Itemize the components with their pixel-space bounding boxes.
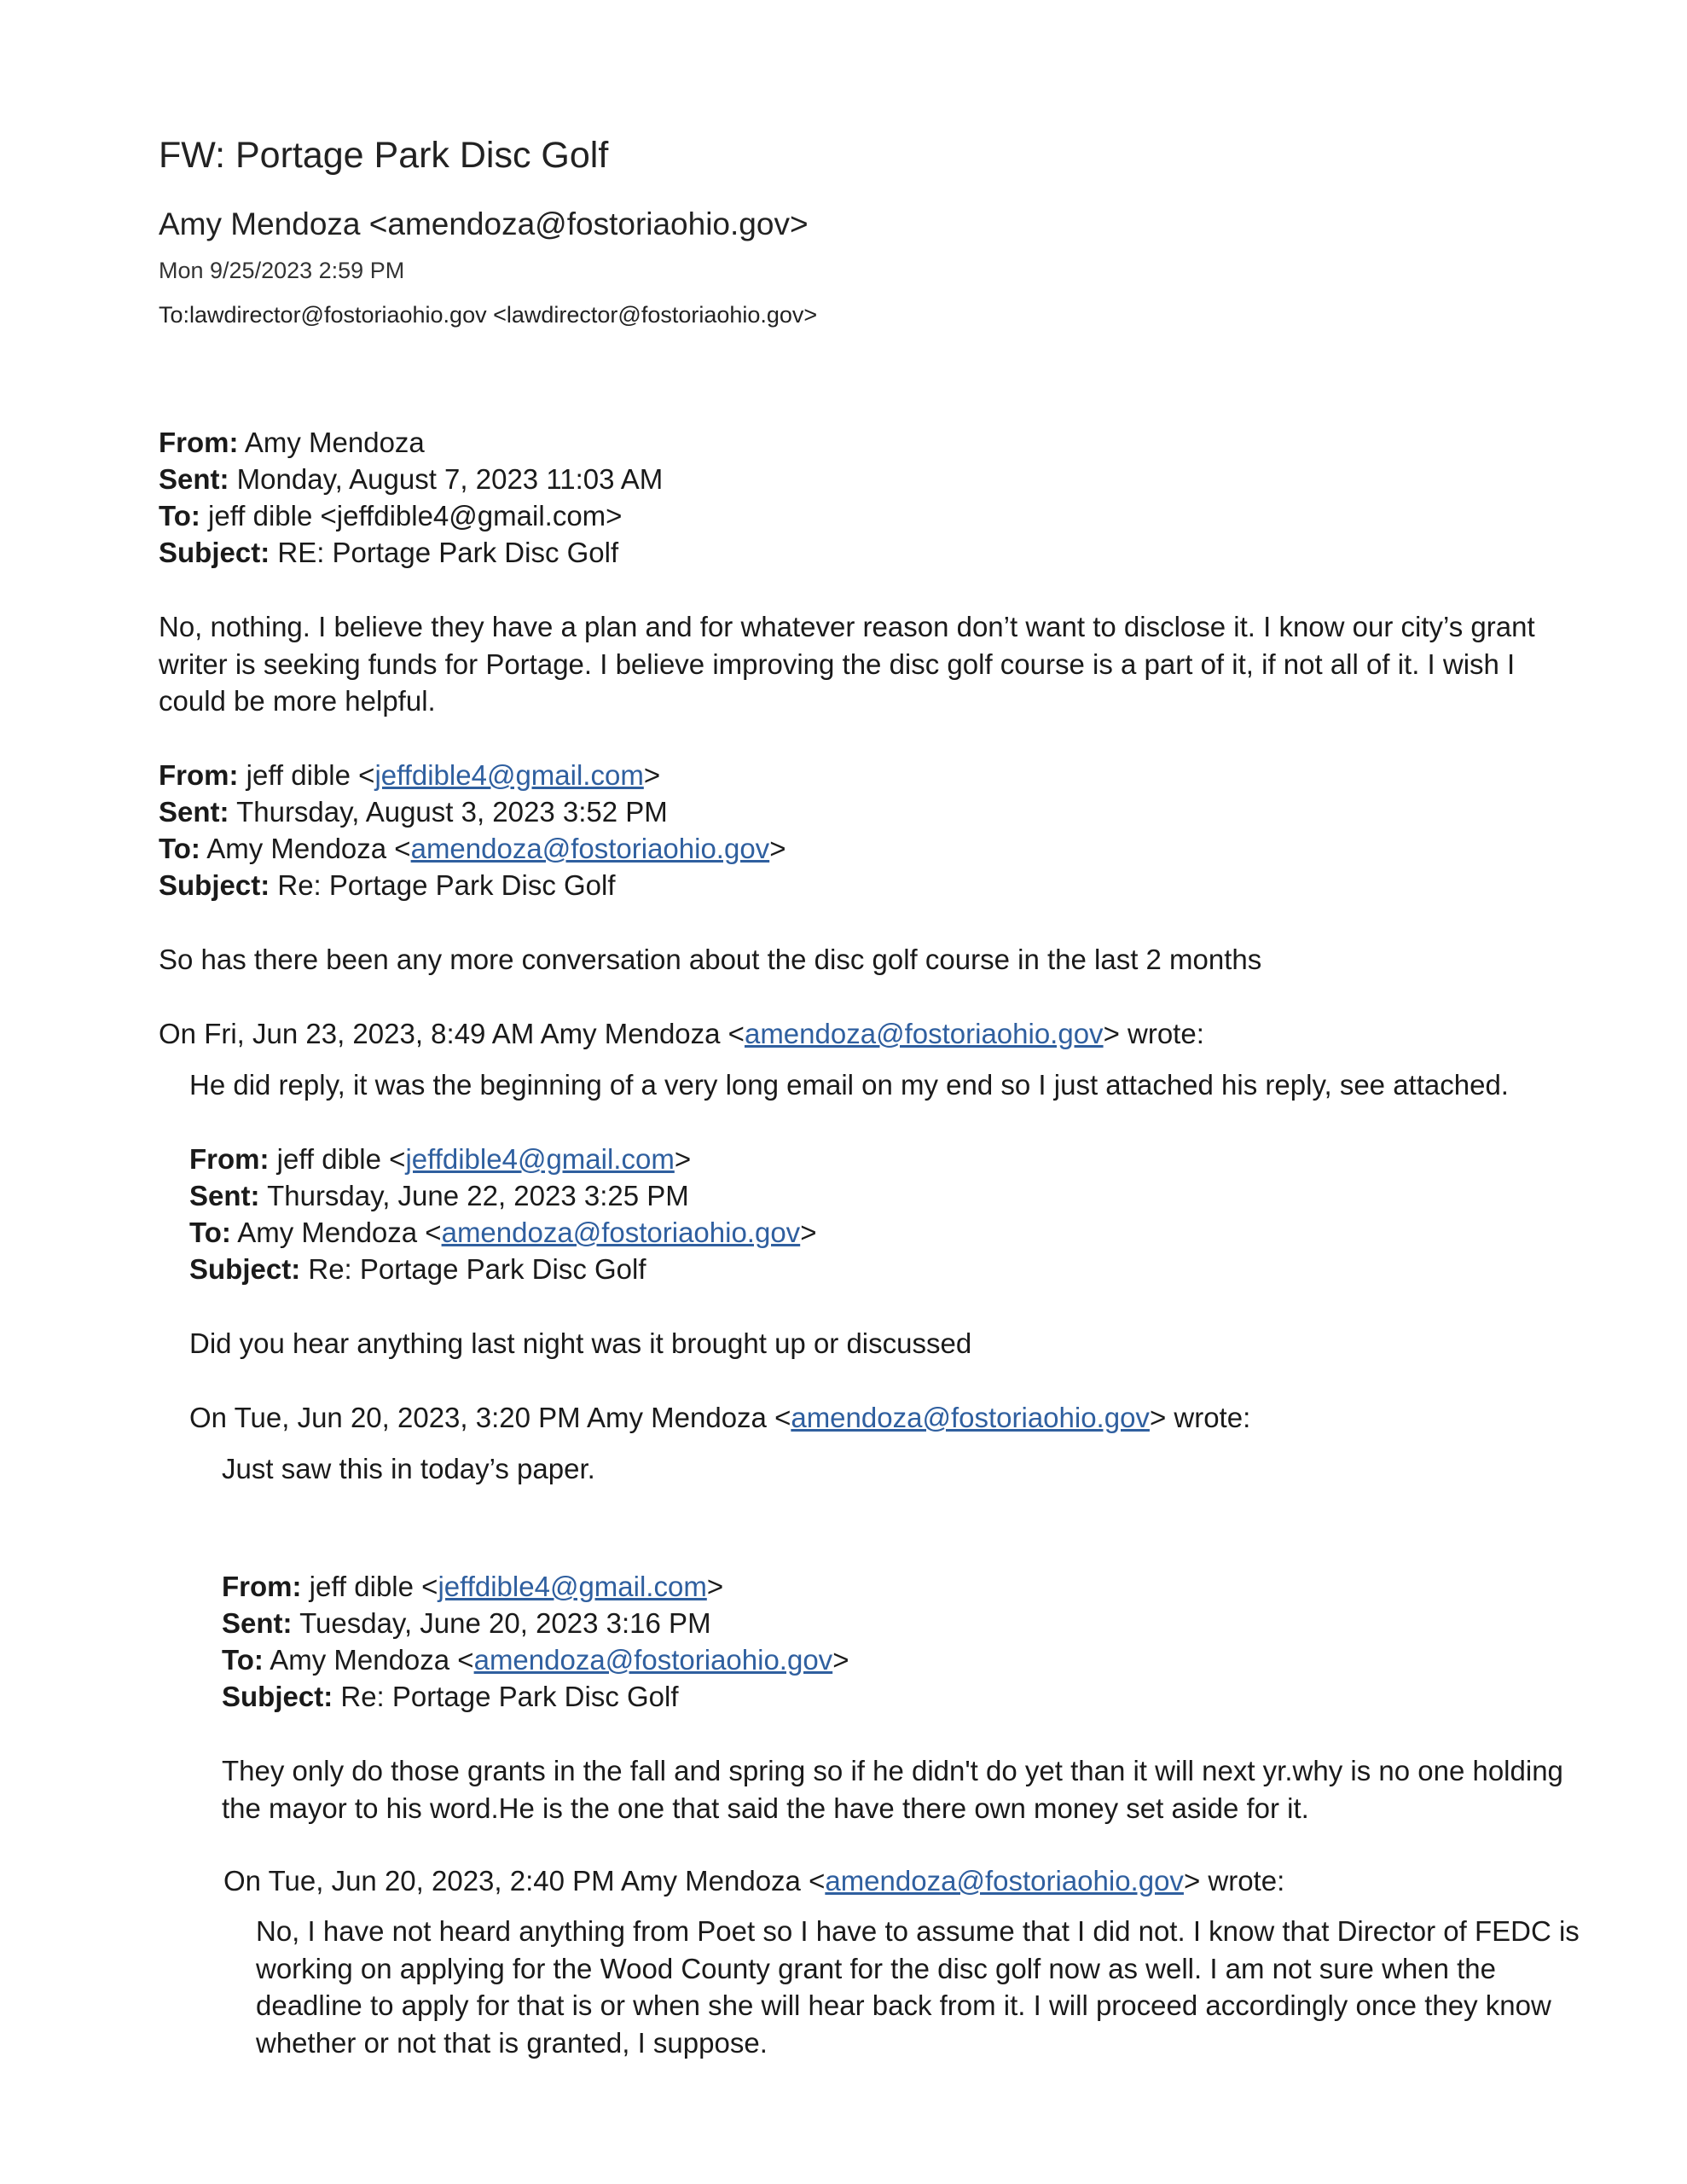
sent-value: Tuesday, June 20, 2023 3:16 PM <box>299 1607 711 1639</box>
body-line: whether or not that is granted, I suppose. <box>256 2026 768 2059</box>
from-name: jeff dible < <box>309 1571 438 1602</box>
close-bracket: > <box>706 1571 724 1602</box>
email-subject-title: FW: Portage Park Disc Golf <box>159 135 609 176</box>
quote-email-link[interactable]: amendoza@fostoriaohio.gov <box>744 1018 1104 1049</box>
to-row <box>189 1214 816 1251</box>
from-label: From: <box>222 1571 302 1602</box>
from-label: From: <box>159 427 239 458</box>
quote-email-link[interactable]: amendoza@fostoriaohio.gov <box>825 1865 1184 1896</box>
quote-attribution-3 <box>223 1862 1284 1899</box>
quote-suffix: > wrote: <box>1149 1402 1251 1433</box>
message-body-3 <box>189 1325 971 1362</box>
from-row <box>222 1568 849 1605</box>
quote-attribution-1 <box>159 1015 1204 1052</box>
close-bracket: > <box>800 1217 817 1248</box>
quote-suffix: > wrote: <box>1183 1865 1285 1896</box>
body-line: No, I have not heard anything from Poet so I have to assume that I did not. I know that Director of FEDC is <box>256 1915 1580 1947</box>
to-label: To: <box>159 500 200 531</box>
subject-row <box>222 1678 849 1715</box>
to-row <box>159 497 663 534</box>
close-bracket: > <box>832 1644 849 1676</box>
quote-prefix: On Tue, Jun 20, 2023, 3:20 PM Amy Mendoza < <box>189 1402 791 1433</box>
to-row <box>222 1641 849 1678</box>
sent-label: Sent: <box>189 1180 260 1211</box>
subject-row <box>189 1251 816 1287</box>
message-header-2 <box>159 757 786 903</box>
body-line: writer is seeking funds for Portage. I believe improving the disc golf course is a part of it, if not all of it. I wish I <box>159 648 1516 680</box>
subject-label: Subject: <box>159 869 270 901</box>
subject-value: Re: Portage Park Disc Golf <box>340 1681 679 1712</box>
from-value: Amy Mendoza <box>244 427 425 458</box>
from-email-link[interactable]: jeffdible4@gmail.com <box>374 759 644 791</box>
sent-value: Thursday, August 3, 2023 3:52 PM <box>236 796 668 828</box>
close-bracket: > <box>643 759 661 791</box>
quote-prefix: On Fri, Jun 23, 2023, 8:49 AM Amy Mendoza < <box>159 1018 745 1049</box>
from-name: jeff dible < <box>276 1143 406 1175</box>
subject-row <box>159 867 786 903</box>
sent-row <box>222 1605 849 1641</box>
to-value: jeff dible <jeffdible4@gmail.com> <box>208 500 623 531</box>
to-label: To: <box>222 1644 264 1676</box>
quote-prefix: On Tue, Jun 20, 2023, 2:40 PM Amy Mendoza < <box>223 1865 826 1896</box>
sent-label: Sent: <box>222 1607 293 1639</box>
close-bracket: > <box>769 833 786 864</box>
message-body-2 <box>159 941 1261 979</box>
subject-label: Subject: <box>222 1681 333 1712</box>
email-sender: Amy Mendoza <amendoza@fostoriaohio.gov> <box>159 206 809 241</box>
to-email-link[interactable]: amendoza@fostoriaohio.gov <box>473 1644 833 1676</box>
from-label: From: <box>159 759 239 791</box>
body-line: He did reply, it was the beginning of a very long email on my end so I just attached his reply, see attached. <box>189 1069 1509 1101</box>
body-line: working on applying for the Wood County grant for the disc golf now as well. I am not sure when the <box>256 1952 1497 1984</box>
sent-value: Thursday, June 22, 2023 3:25 PM <box>267 1180 689 1211</box>
message-header-1 <box>159 424 663 571</box>
message-body-1 <box>159 608 1535 720</box>
close-bracket: > <box>674 1143 692 1175</box>
from-name: jeff dible < <box>246 759 375 791</box>
to-email-link[interactable]: amendoza@fostoriaohio.gov <box>410 833 770 864</box>
body-line: Did you hear anything last night was it brought up or discussed <box>189 1327 972 1359</box>
sent-label: Sent: <box>159 796 229 828</box>
quote-body-2 <box>222 1450 595 1488</box>
body-line: No, nothing. I believe they have a plan and for whatever reason don’t want to disclose it. I know our city’s grant <box>159 611 1535 642</box>
quote-attribution-2 <box>189 1399 1250 1436</box>
to-row <box>159 830 786 867</box>
subject-value: Re: Portage Park Disc Golf <box>308 1253 646 1285</box>
subject-label: Subject: <box>189 1253 301 1285</box>
to-name: Amy Mendoza < <box>206 833 411 864</box>
subject-row <box>159 534 663 571</box>
message-body-4 <box>222 1752 1563 1827</box>
quote-body-3 <box>256 1913 1580 2061</box>
from-row <box>189 1141 816 1177</box>
quote-email-link[interactable]: amendoza@fostoriaohio.gov <box>791 1402 1150 1433</box>
message-header-3 <box>189 1141 816 1287</box>
from-label: From: <box>189 1143 270 1175</box>
quote-body-1 <box>189 1066 1509 1104</box>
from-row <box>159 424 663 461</box>
quote-suffix: > wrote: <box>1103 1018 1204 1049</box>
subject-label: Subject: <box>159 537 270 568</box>
sent-label: Sent: <box>159 463 229 495</box>
subject-value: RE: Portage Park Disc Golf <box>277 537 619 568</box>
to-label: To: <box>189 1217 231 1248</box>
sent-row <box>159 461 663 497</box>
body-line: So has there been any more conversation about the disc golf course in the last 2 months <box>159 944 1262 975</box>
to-name: Amy Mendoza < <box>270 1644 474 1676</box>
to-email-link[interactable]: amendoza@fostoriaohio.gov <box>441 1217 801 1248</box>
email-date: Mon 9/25/2023 2:59 PM <box>159 258 405 283</box>
body-line: Just saw this in today’s paper. <box>222 1453 595 1484</box>
body-line: deadline to apply for that is or when she will hear back from it. I will proceed accordingly once they know <box>256 1989 1551 2021</box>
email-recipient: To:lawdirector@fostoriaohio.gov <lawdirector@fostoriaohio.gov> <box>159 302 818 328</box>
from-email-link[interactable]: jeffdible4@gmail.com <box>405 1143 675 1175</box>
subject-value: Re: Portage Park Disc Golf <box>277 869 616 901</box>
from-email-link[interactable]: jeffdible4@gmail.com <box>438 1571 707 1602</box>
sent-row <box>189 1177 816 1214</box>
sent-value: Monday, August 7, 2023 11:03 AM <box>236 463 664 495</box>
to-name: Amy Mendoza < <box>237 1217 442 1248</box>
body-line: could be more helpful. <box>159 685 436 717</box>
from-row <box>159 757 786 793</box>
body-line: They only do those grants in the fall and spring so if he didn't do yet than it will next yr.why is no one holding <box>222 1755 1563 1786</box>
sent-row <box>159 793 786 830</box>
body-line: the mayor to his word.He is the one that said the have there own money set aside for it. <box>222 1792 1309 1824</box>
message-header-4 <box>222 1568 849 1715</box>
to-label: To: <box>159 833 200 864</box>
